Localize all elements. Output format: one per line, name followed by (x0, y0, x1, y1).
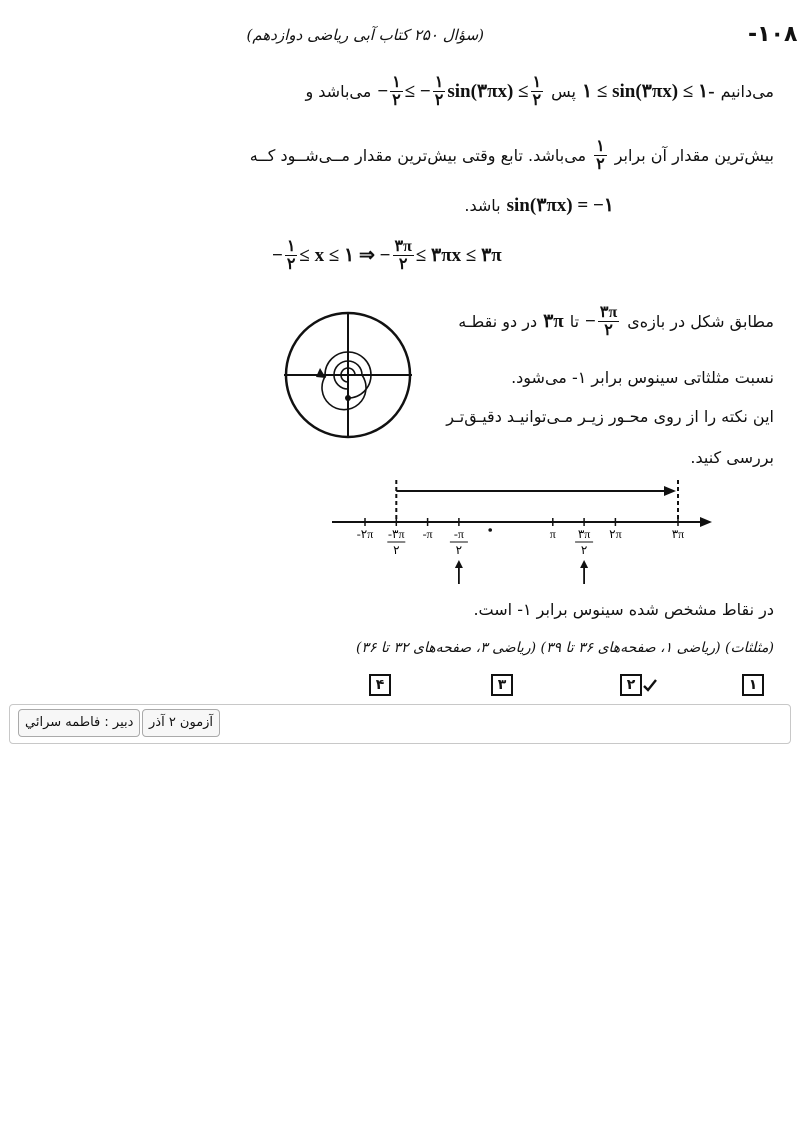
point-minus-one (345, 395, 351, 401)
tick-label: ۳π (577, 527, 591, 541)
solution-line-3 (464, 194, 614, 217)
para-line-3: این نکته را از روی محـور زیـر مـی‌توانیـد دقیـق‌تـر (446, 407, 774, 426)
line1-end: می‌باشد و (305, 82, 372, 101)
tick-label: ۲π (609, 527, 622, 541)
line3-end: باشد. (464, 196, 501, 215)
solution-line-1 (305, 74, 774, 109)
marked-point-arrowhead (455, 560, 463, 568)
question-number: -۱۰۸ (748, 22, 798, 47)
fraction-half: $\frac{۱}{۲}$ (596, 138, 605, 173)
fraction-half: $\frac{۱}{۲}$ (392, 74, 401, 109)
line3-equation: sin(۳πx) = −۱ (506, 195, 614, 216)
line1-inequality-1: ۱ ≤ sin(۳πx) ≤ ۱- (581, 81, 715, 102)
marked-point-arrowhead (580, 560, 588, 568)
para1-three-pi: ۳π (543, 311, 564, 332)
tick-label-denominator: ۲ (393, 543, 400, 557)
number-line-arrowhead (700, 517, 712, 527)
tick-label: ۳π (671, 527, 685, 541)
option-2[interactable] (620, 674, 658, 696)
tick-label: -π (453, 527, 464, 541)
check-icon (642, 677, 658, 693)
teacher-tag[interactable]: دبیر : فاطمه سرائي (18, 709, 140, 737)
fraction-half: $\frac{۱}{۲}$ (286, 238, 296, 273)
interval-arrowhead (664, 486, 676, 496)
exam-tag[interactable]: آزمون ۲ آذر (142, 709, 220, 737)
line4-b: ≤ ۳πx ≤ ۳π (415, 245, 502, 266)
para-line-2: نسبت مثلثاتی سینوس برابر ۱- می‌شود. (511, 368, 774, 387)
conclusion-text: در نقاط مشخص شده سینوس برابر ۱- است. (473, 600, 774, 619)
tick-label: -۳π (388, 527, 405, 541)
solution-line-4: − $\frac{۱}{۲}$ ≤ x ≤ ۱ ⇒ − $\frac{۳\pi}{۲}$ ≤ ۳πx ≤ ۳π (272, 238, 502, 273)
tick-label: π (549, 527, 556, 541)
option-4-box[interactable]: ۴ (369, 674, 391, 696)
line2-b: می‌باشد. تابع وقتی بیش‌ترین مقدار مــی‌شــود کــه (249, 146, 587, 165)
option-3[interactable] (491, 674, 513, 696)
option-4[interactable] (369, 674, 391, 696)
line1-pas: پس (551, 82, 576, 101)
line1-start: می‌دانیم (720, 82, 774, 101)
para-line-4: بررسی کنید. (690, 448, 774, 467)
option-1[interactable] (742, 674, 764, 696)
option-2-box[interactable]: ۲ (620, 674, 642, 696)
para1-fraction: − $\frac{۳\pi}{۲}$ (585, 304, 618, 339)
tick-label-denominator: ۲ (455, 543, 463, 557)
para1-a: مطابق شکل در بازه‌ی (627, 312, 774, 331)
question-source: (سؤال ۲۵۰ کتاب آبی ریاضی دوازدهم) (246, 26, 484, 44)
para1-c: در دو نقطـه (458, 312, 538, 331)
option-3-box[interactable]: ۳ (491, 674, 513, 696)
unit-circle-figure (282, 310, 416, 442)
tick-label-denominator: ۲ (580, 543, 588, 557)
fraction-half: $\frac{۱}{۲}$ (434, 74, 444, 109)
para-line-1 (458, 304, 774, 339)
fraction-half: $\frac{۱}{۲}$ (532, 74, 542, 109)
tick-label: -۲π (356, 527, 374, 541)
number-line-figure (320, 472, 720, 592)
tick-zero-dot (488, 528, 492, 532)
fraction-three-pi-over-two: $\frac{۳\pi}{۲}$ (394, 238, 412, 273)
solution-line-2 (250, 138, 774, 173)
line2-a: بیش‌ترین مقدار آن برابر (614, 146, 774, 165)
tick-label: -π (422, 527, 433, 541)
line4-a: x ≤ ۱ ⇒ − (314, 245, 391, 266)
option-1-box[interactable]: ۱ (742, 674, 764, 696)
line1-inequality-2: − $\frac{۱}{۲}$ ≤ − $\frac{۱}{۲}$ sin(۳πx) ≤ $\frac{۱}{۲}$ (377, 74, 542, 109)
references: (مثلثات) (ریاضی ۱، صفحه‌های ۳۶ تا ۳۹) (ریاضی ۳، صفحه‌های ۳۲ تا ۳۶) (355, 640, 774, 656)
para1-b: تا (569, 312, 580, 331)
